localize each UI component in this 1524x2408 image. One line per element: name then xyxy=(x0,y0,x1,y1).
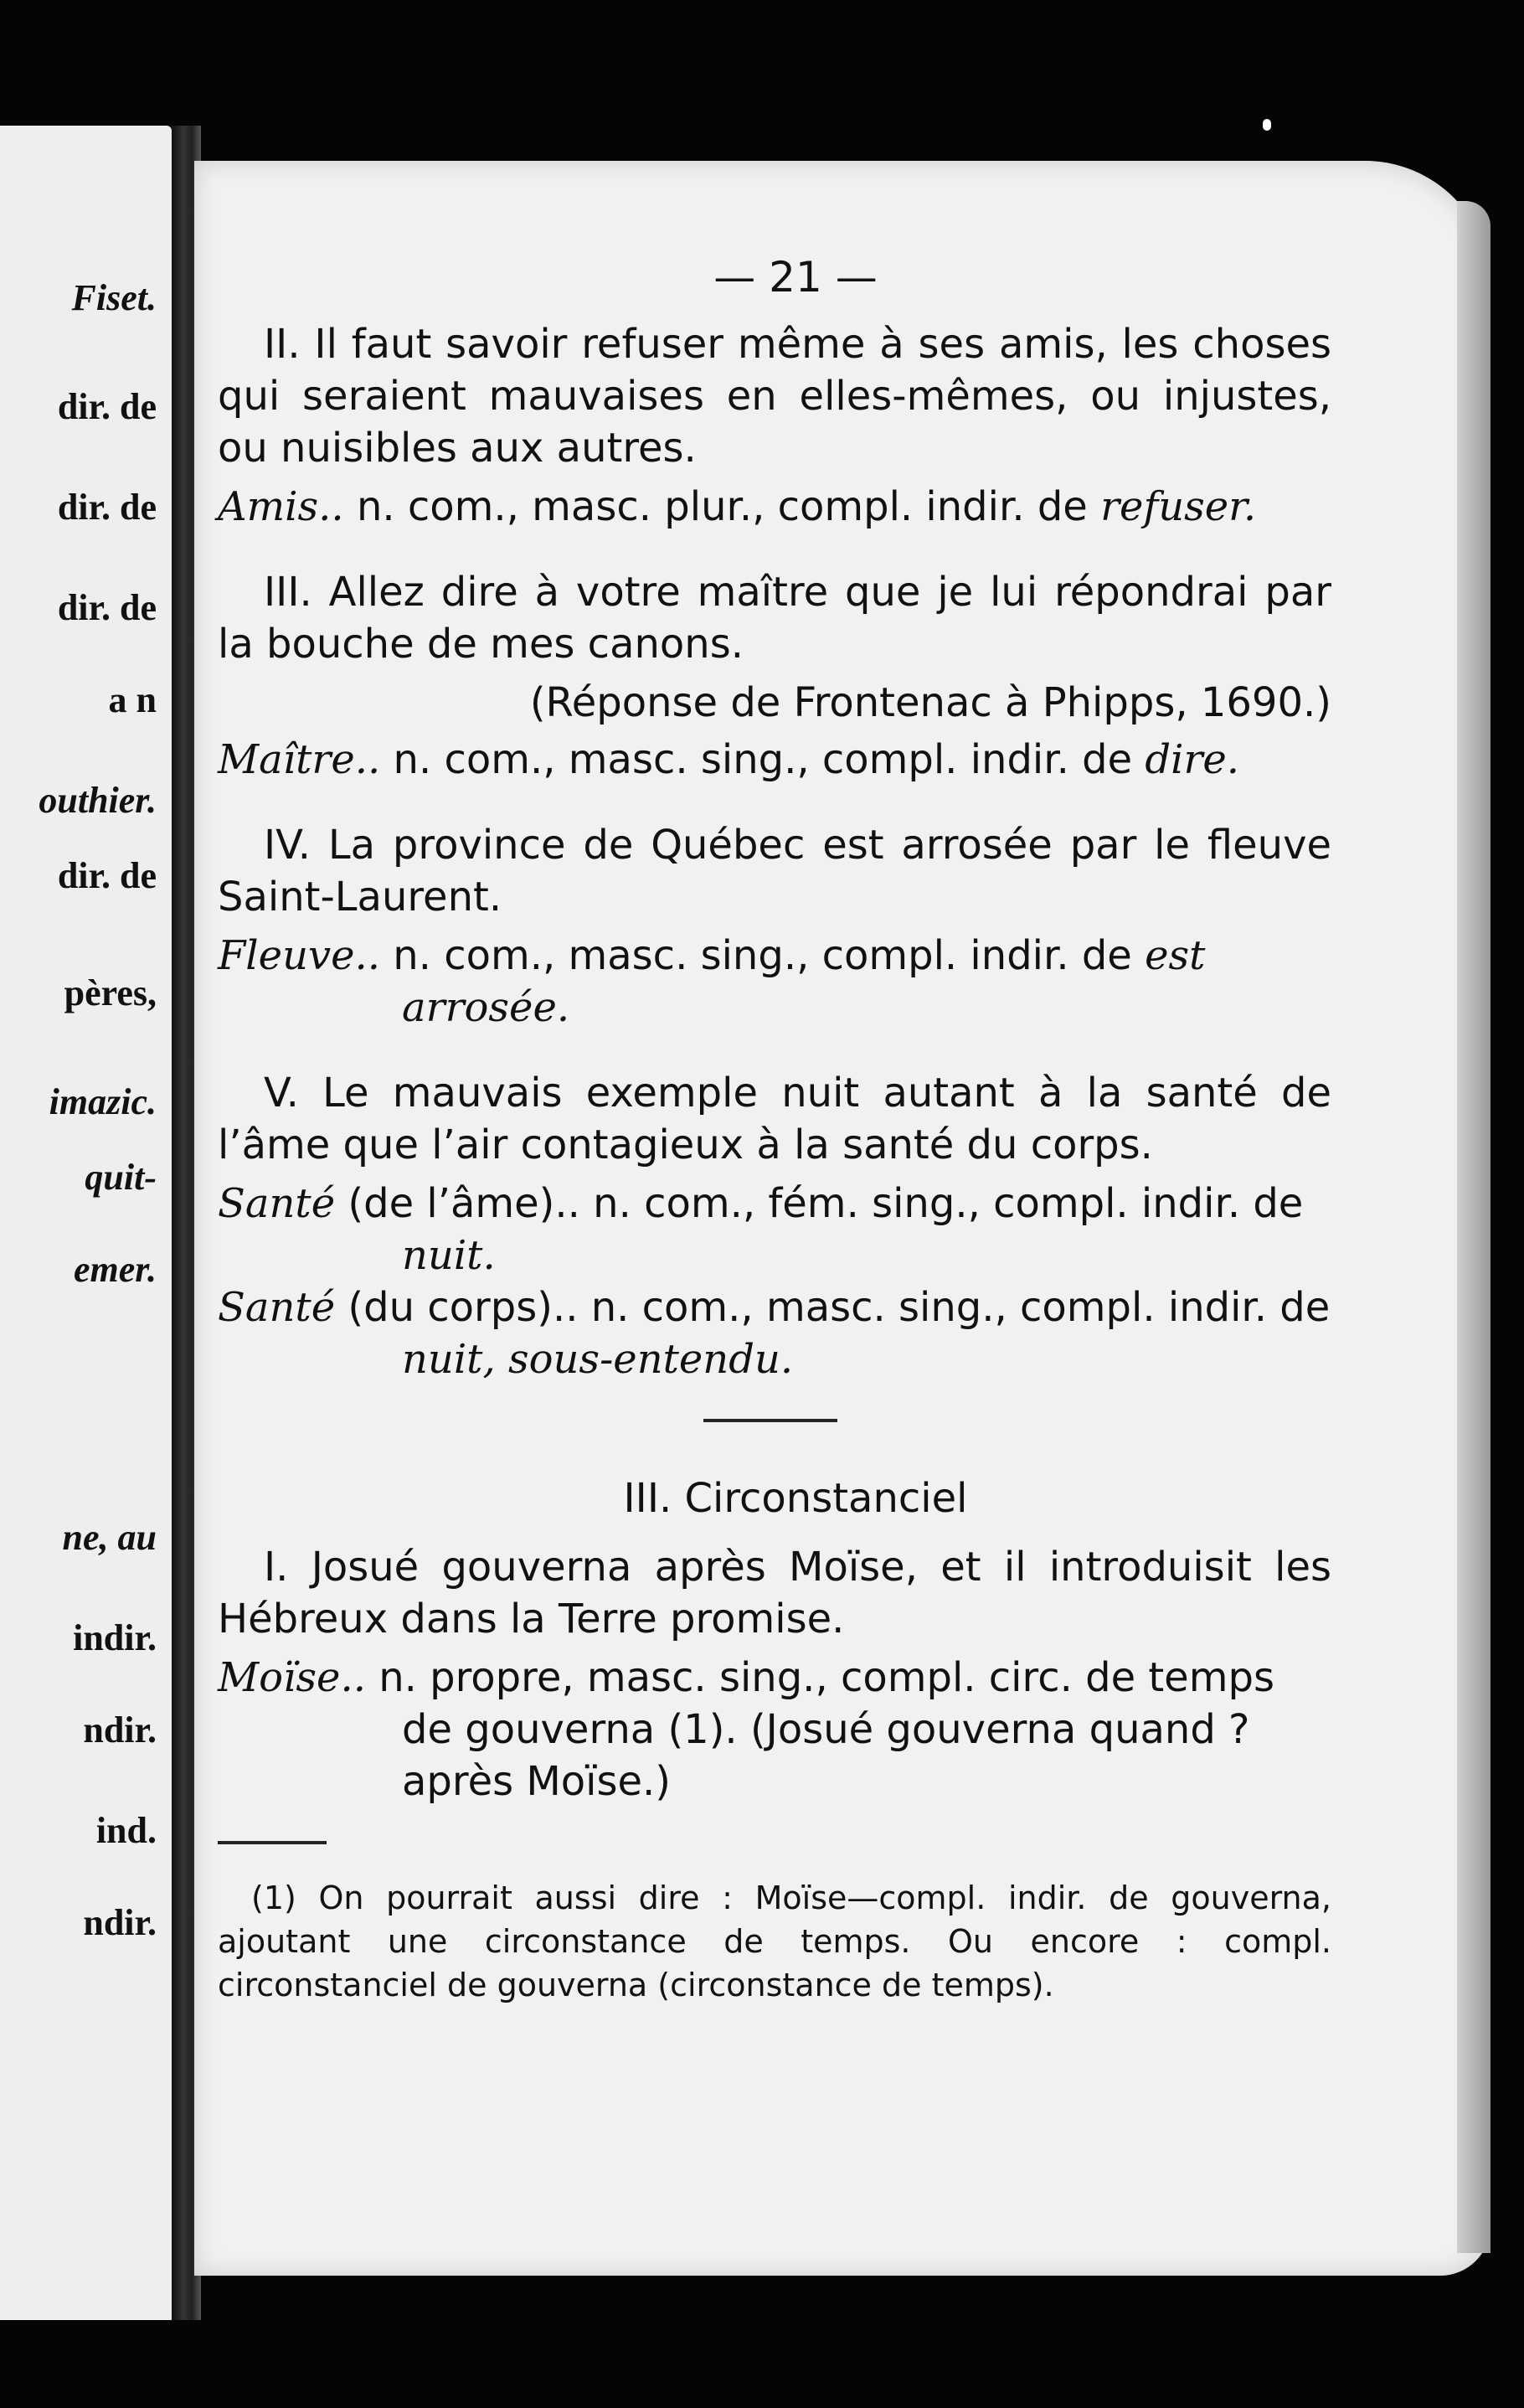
facing-page-line: dir. de xyxy=(57,587,157,628)
facing-page-line: dir. de xyxy=(57,855,157,896)
analysis-term: Santé xyxy=(218,1180,336,1227)
facing-page-line: ndir. xyxy=(83,1709,157,1751)
facing-page-line: pères, xyxy=(64,972,157,1013)
analysis-reference: refuser. xyxy=(1100,483,1257,530)
example-sentence: III. Allez dire à votre maître que je lui répondrai par la bouche de mes canons. xyxy=(218,569,1331,668)
facing-page-line: ne, au xyxy=(62,1517,157,1558)
entries-list xyxy=(209,318,1331,1385)
section-sentence: I. Josué gouverna après Moïse, et il introduisit les Hébreux dans la Terre promise. xyxy=(218,1544,1331,1642)
analysis-text: n. com., masc. sing., compl. indir. de xyxy=(380,932,1146,979)
footnote-rule xyxy=(218,1841,327,1844)
analysis-text: n. com., masc. sing., compl. indir. de xyxy=(380,736,1146,783)
page-content xyxy=(209,251,1331,2039)
analysis-term: Maître.. xyxy=(218,736,381,783)
page-number: — 21 — xyxy=(713,253,878,302)
analysis-term: Santé xyxy=(218,1284,336,1331)
analysis-text: (de l’âme).. n. com., fém. sing., compl. indir. de xyxy=(335,1180,1304,1227)
facing-page-line: imazic. xyxy=(49,1081,157,1122)
facing-page-line: ind. xyxy=(95,1810,157,1851)
analysis-text: n. com., masc. plur., compl. indir. de xyxy=(343,483,1101,530)
facing-page-line: dir. de xyxy=(57,386,157,427)
analysis-text: (du corps).. n. com., masc. sing., compl. indir. de xyxy=(335,1284,1331,1331)
analysis-term: Amis.. xyxy=(218,483,344,530)
analysis-reference: est arrosée. xyxy=(402,932,1206,1031)
section-analysis xyxy=(218,1652,1331,1807)
analysis-reference: dire. xyxy=(1145,736,1240,783)
facing-page-line: indir. xyxy=(73,1617,157,1658)
facing-page-line: quit- xyxy=(85,1157,157,1198)
grammatical-analysis xyxy=(218,734,1331,786)
analysis-reference: nuit. xyxy=(402,1232,496,1279)
facing-page-line: emer. xyxy=(74,1249,157,1290)
grammatical-analysis xyxy=(218,1281,1331,1385)
grammatical-analysis xyxy=(218,1178,1331,1281)
facing-page-line: ndir. xyxy=(83,1902,157,1943)
facing-page xyxy=(0,126,172,2320)
quote-source: (Réponse de Frontenac à Phipps, 1690.) xyxy=(529,679,1331,726)
section-title: III. Circonstanciel xyxy=(623,1475,968,1522)
example-sentence: II. Il faut savoir refuser même à ses amis, les choses qui seraient mauvaises en elles-mêmes, ou injustes, ou nuisibles aux autres. xyxy=(218,321,1331,472)
facing-page-line: Fiset. xyxy=(71,277,157,318)
section-separator xyxy=(703,1419,837,1422)
speck xyxy=(1263,119,1271,131)
example-sentence: V. Le mauvais exemple nuit autant à la santé de l’âme que l’air contagieux à la santé du corps. xyxy=(218,1070,1331,1168)
page-edge xyxy=(1457,201,1491,2253)
analysis-term: Fleuve.. xyxy=(218,932,381,979)
grammatical-analysis xyxy=(218,481,1331,533)
analysis-text: n. propre, masc. sing., compl. circ. de temps de gouverna (1). (Josué gouverna quand ? après Moïse.) xyxy=(365,1654,1274,1805)
analysis-reference: nuit, sous-entendu. xyxy=(402,1336,794,1383)
footnote: (1) On pourrait aussi dire : Moïse—compl. indir. de gouverna, ajoutant une circonstance de temps. Ou encore : compl. circonstanciel de gouverna (circonstance de temps). xyxy=(218,1879,1331,2003)
facing-page-line: dir. de xyxy=(57,487,157,528)
facing-page-line: outhier. xyxy=(39,780,157,821)
example-sentence: IV. La province de Québec est arrosée par le fleuve Saint-Laurent. xyxy=(218,822,1331,920)
analysis-term: Moïse.. xyxy=(218,1654,366,1701)
grammatical-analysis xyxy=(218,930,1331,1034)
facing-page-line: a n xyxy=(108,679,157,720)
